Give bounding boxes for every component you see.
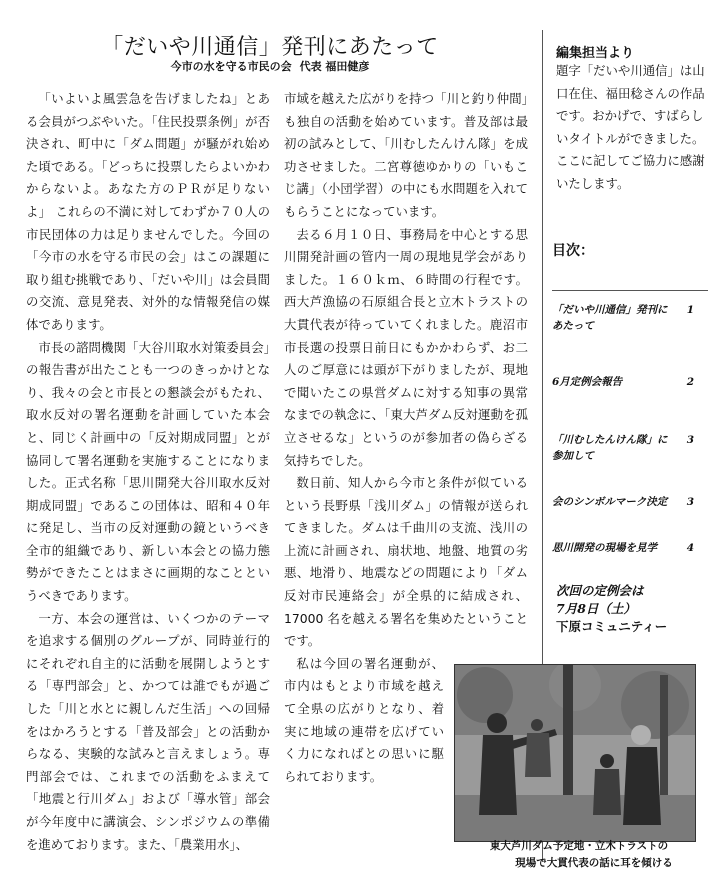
field-trip-photo	[454, 664, 696, 842]
next-meeting-line: 次回の定例会は	[556, 583, 644, 598]
paragraph-continued: 市域を越えた広がりを持つ「川と釣り仲間」も独自の活動を始めています。普及部は最初の試みとして、「川むしたんけん隊」を成功させました。二宮尊徳ゆかりの「いもこじ講」（小団学習）の中にも水問題を入れてもらうことになっています。	[284, 91, 528, 219]
toc-divider	[552, 290, 708, 291]
next-meeting-place: 下原コミュニティー	[556, 619, 668, 634]
toc-item[interactable]	[552, 432, 702, 464]
paragraph: 去る６月１０日、事務局を中心とする思川開発計画の管内一周の現地見学会がありました。１６０ｋｍ、６時間の行程です。西大芦漁協の石原組合長と立木トラストの大貫代表が待っていてくれました。鹿沼市市長選の投票日前日にもかかわらず、お二人のご厚意には頭が下がりましたが、現地で聞いたこの県営ダムに対する知事の異常なまでの執念に、「東大芦ダム反対運動を孤立させるな」というのが参加者の偽らざる気持ちでした。	[284, 226, 528, 468]
paragraph: 私は今回の署名運動が、市内はもとより市域を越えて全県の広がりとなり、着実に地域の連帯を広げていく力になればとの思いに駆られております。	[284, 655, 444, 784]
toc-item-title: 6月定例会報告	[552, 376, 623, 388]
toc-item-title: 「だいや川通信」発刊にあたって	[552, 304, 668, 332]
toc-item-title: 「川むしたんけん隊」に参加して	[552, 434, 668, 462]
photo-caption-line: 現場で大貫代表の話に耳を傾ける	[515, 857, 673, 869]
toc-item-title: 思川開発の現場を見学	[552, 542, 657, 554]
photo-caption	[448, 838, 710, 872]
toc-item-page: 2	[686, 376, 694, 388]
toc-item-page: 3	[686, 496, 694, 508]
article-column-1	[26, 88, 270, 856]
paragraph: 市長の諮問機関「大谷川取水対策委員会」の報告書が出たことも一つのきっかけとなり、我々の会と市長との懇談会がもたれ、取水反対の署名運動を計画していた本会と、同じく計画中の「反対期成同盟」とが協同して署名運動を実施することになりました。正式名称「思川開発大谷川取水反対期成同盟」であるこの団体は、昭和４０年に発足し、当市の反対運動の鏡というべき全市的組織であり、新しい本会との協力態勢ができたことはまさに画期的なことというべきであります。	[26, 339, 270, 604]
toc-item[interactable]	[552, 494, 702, 510]
paragraph: 一方、本会の運営は、いくつかのテーマを追求する個別のグループが、同時並行的にそれぞれ自主的に活動を展開しようとする「専門部会」と、かつては誰でもが過ごした「川と水とに親しんだ生活」への回帰をはかろうとする「普及部会」との活動からなる、実験的な試みと言えましょう。専門部会では、これまでの活動をふまえて「地震と行川ダム」および「導水管」部会が今年度中に講演会、シンポジウムの準備を進めております。また、「農業用水」、	[26, 610, 270, 852]
photo-illustration	[455, 665, 695, 841]
photo-caption-line: 東大芦川ダム予定地・立木トラストの	[489, 840, 669, 852]
toc-item-page: 4	[686, 542, 694, 554]
toc-heading: 目次：	[552, 243, 594, 259]
next-meeting-notice	[556, 582, 667, 636]
toc-item[interactable]	[552, 302, 702, 334]
paragraph: 「いよいよ風雲急を告げましたね」とある会員がつぶやいた。「住民投票条例」が否決され、町中に「ダム問題」が騒がれ始めた頃である。「どっちに投票したらよいかわからないよ。あなた方のＰＲが足りないよ」 これらの不満に対してわずか７０人の市民団体の力は足りませんでした。今回の「今市の水を守る市民の会」はこの課題に取り組む挑戦であり、「だいや川」は会員間の交流、意見発表、対外的な情報発信の媒体であります。	[26, 91, 270, 332]
next-meeting-date: 7月8日（土）	[556, 601, 636, 616]
toc-item-title: 会のシンボルマーク決定	[552, 496, 668, 508]
toc-item-page: 3	[686, 434, 694, 446]
paragraph: 数日前、知人から今市と条件が似ているという長野県「浅川ダム」の情報が送られてきました。ダムは千曲川の支流、浅川の上流に計画され、扇状地、地盤、地質の劣悪、地滑り、地震などの問題により「ダム反対市民連絡会」が全県的に結成され、17000 名を越える署名を集めたということです。	[284, 475, 528, 649]
editor-note: 題字「だいや川通信」は山口在住、福田稔さんの作品です。おかげで、すばらしいタイトルができました。ここに記してご協力に感謝いたします。	[556, 63, 705, 191]
toc-item[interactable]	[552, 540, 702, 556]
byline-representative: 代表 福田健彦	[299, 60, 370, 73]
article-title: 「だいや川通信」発刊にあたって	[101, 35, 439, 60]
editor-note-heading: 編集担当より	[556, 46, 635, 61]
toc-item-page: 1	[686, 304, 694, 316]
toc-item[interactable]	[552, 374, 702, 390]
article-byline	[120, 58, 420, 74]
byline-organization: 今市の水を守る市民の会	[170, 60, 292, 73]
